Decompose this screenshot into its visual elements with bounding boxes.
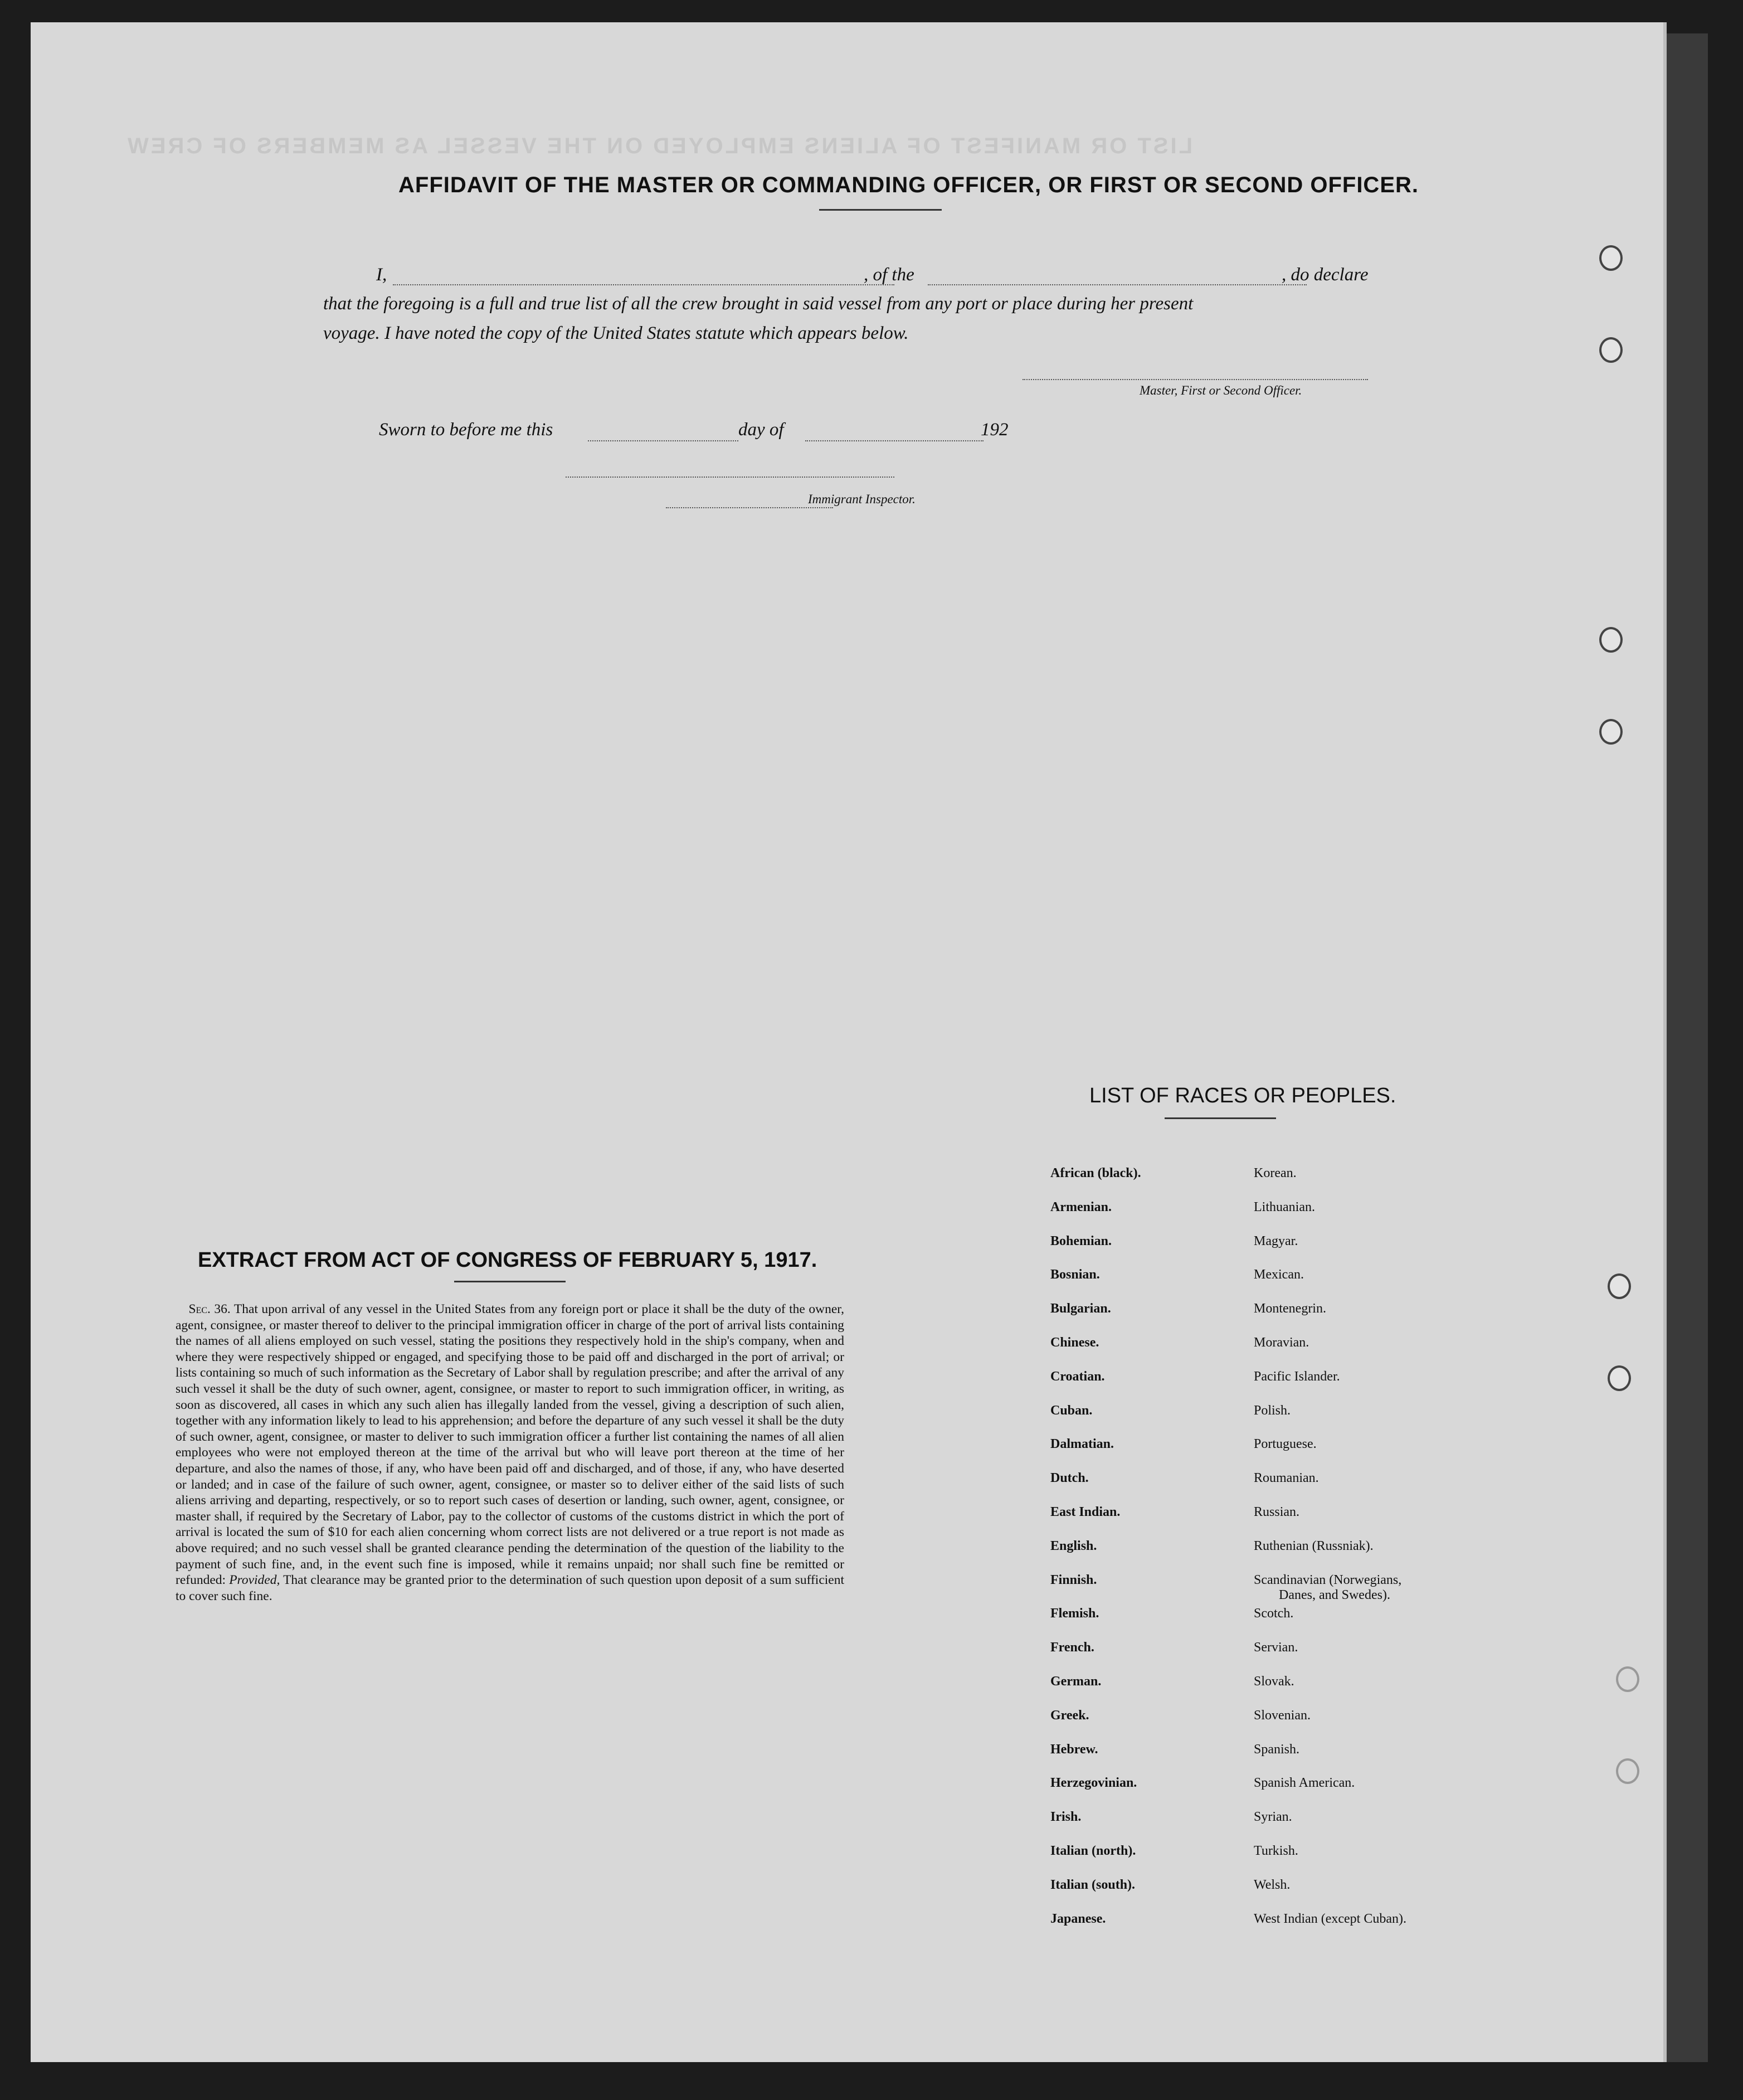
races-heading-underline [1165,1117,1276,1119]
race-item: Scandinavian (Norwegians, [1254,1572,1402,1587]
sec-label: Sec. 36. [188,1302,231,1316]
punch-hole [1608,1273,1631,1299]
race-item: Croatian. [1050,1369,1105,1384]
race-item: Armenian. [1050,1199,1112,1214]
race-item: Portuguese. [1254,1437,1317,1452]
race-item: Russian. [1254,1505,1300,1519]
race-item: Dutch. [1050,1471,1089,1486]
race-item: Slovak. [1254,1674,1294,1689]
race-item: Mexican. [1254,1267,1304,1282]
extract-body [176,1301,844,1604]
inspector-signature-field[interactable] [566,477,894,478]
race-item: Herzegovinian. [1050,1776,1137,1791]
punch-hole [1599,719,1623,745]
extract-heading: EXTRACT FROM ACT OF CONGRESS OF FEBRUARY 5, 1917. [198,1248,817,1272]
race-item: Montenegrin. [1254,1301,1326,1316]
sworn-month-field[interactable] [805,440,984,441]
race-item: Korean. [1254,1166,1297,1180]
inspector-caption: Immigrant Inspector. [808,492,916,506]
document-page [31,22,1663,2062]
race-item: African (black). [1050,1166,1141,1180]
race-item: Ruthenian (Russniak). [1254,1538,1374,1553]
race-item: East Indian. [1050,1505,1121,1519]
officer-signature-field[interactable] [1023,379,1368,380]
race-item: Italian (south). [1050,1877,1136,1892]
race-item: Bulgarian. [1050,1301,1111,1316]
race-item: Bosnian. [1050,1267,1100,1282]
affidavit-i-label: I, [376,265,387,285]
affidavit-line-2: that the foregoing is a full and true list of all the crew brought in said vessel from any port or place during her present [323,294,1194,314]
race-item: Greek. [1050,1708,1089,1723]
race-item: Pacific Islander. [1254,1369,1340,1384]
affidavit-line-3: voyage. I have noted the copy of the United States statute which appears below. [323,323,909,343]
punch-hole [1616,1758,1639,1784]
race-item: Spanish. [1254,1742,1300,1757]
race-item: Italian (north). [1050,1844,1136,1858]
race-item: Scotch. [1254,1606,1294,1621]
race-item: English. [1050,1538,1097,1553]
race-item: Polish. [1254,1403,1291,1418]
race-item: Turkish. [1254,1844,1298,1858]
race-item: German. [1050,1674,1102,1689]
punch-hole [1599,627,1623,653]
race-item: Danes, and Swedes). [1279,1587,1390,1602]
year-label: 192 [981,420,1009,440]
race-item: Roumanian. [1254,1471,1319,1486]
punch-hole [1599,245,1623,271]
provided-label: Provided, [229,1573,280,1588]
signature-caption: Master, First or Second Officer. [1140,383,1302,397]
race-item: Servian. [1254,1640,1298,1655]
race-item: Spanish American. [1254,1776,1355,1791]
race-item: Dalmatian. [1050,1437,1114,1452]
sworn-label: Sworn to before me this [379,420,553,440]
affidavit-of-the-label: , of the [864,265,914,285]
race-item: Welsh. [1254,1877,1291,1892]
race-item: Syrian. [1254,1810,1292,1825]
race-item: Chinese. [1050,1335,1099,1350]
race-item: Magyar. [1254,1233,1298,1248]
punch-hole [1608,1365,1631,1391]
race-item: Finnish. [1050,1572,1097,1587]
race-item: Hebrew. [1050,1742,1098,1757]
affidavit-do-declare: , do declare [1282,265,1369,285]
punch-hole [1599,337,1623,363]
races-heading: LIST OF RACES OR PEOPLES. [1089,1084,1396,1107]
sworn-day-field[interactable] [588,440,738,441]
race-item: Lithuanian. [1254,1199,1315,1214]
back-sheet-edge [1663,33,1708,2062]
race-item: Cuban. [1050,1403,1093,1418]
race-item: Slovenian. [1254,1708,1311,1723]
bleed-through-text: LIST OR MANIFEST OF ALIENS EMPLOYED ON THE VESSEL AS MEMBERS OF CREW [125,134,1193,158]
race-item: West Indian (except Cuban). [1254,1911,1406,1926]
race-item: Moravian. [1254,1335,1309,1350]
race-item: French. [1050,1640,1094,1655]
race-item: Japanese. [1050,1911,1106,1926]
master-name-field[interactable] [393,284,894,285]
race-item: Flemish. [1050,1606,1099,1621]
extract-text-end: That clearance may be granted prior to the determination of such question upon deposit of a sum sufficient to cover such fine. [176,1573,845,1603]
race-item: Irish. [1050,1810,1082,1825]
extract-heading-underline [454,1281,566,1282]
day-of-label: day of [738,420,784,440]
race-item: Bohemian. [1050,1233,1112,1248]
vessel-name-field[interactable] [928,284,1307,285]
punch-hole [1616,1666,1639,1692]
extract-text: That upon arrival of any vessel in the United States from any foreign port or place it shall be the duty of the owner, agent, consignee, or master thereof to deliver to the principal immigration officer in charge of the port of arrival lists containing the names of all aliens employed on such vessel, stating the positions they respectively hold in the ship's company, when and where they were respectively shipped or engaged, and specifying those to be paid off and discharged in the port of arrival; or lists containing so much of such information as the Secretary of Labor shall by regulation prescribe; and after the arrival of any such vessel it shall be the duty of such owner, agent, consignee, or master to report to such immigration officer, in writing, as soon as discovered, all cases in which any such alien has illegally landed from the vessel, giving a description of such alien, together with any information likely to lead to his apprehension; and before the departure of any such vessel it shall be the duty of such owner, agent, consignee, or master to deliver to such immigration officer a further list containing the names of all alien employees who were not employed thereon at the time of the arrival but who will leave port thereon at the time of her departure, and also the names of those, if any, who have been paid off and discharged, and of those, if any, who have deserted or landed; and in case of the failure of such owner, agent, consignee, or master so to deliver either of the said lists of such aliens arriving and departing, respectively, or so to report such cases of desertion or landing, such owner, agent, consignee, or master shall, if required by the Secretary of Labor, pay to the collector of customs of the customs district in which the port of arrival is located the sum of $10 for each alien concerning whom correct lists are not delivered or a true report is not made as above required; and no such vessel shall be granted clearance pending the determination of the question of the liability to the payment of such fine, and, in the event such fine is imposed, while it remains unpaid; nor shall such fine be remitted or refunded: [176,1302,845,1588]
affidavit-heading-underline [819,209,942,211]
inspector-name-field[interactable] [666,507,833,508]
affidavit-heading: AFFIDAVIT OF THE MASTER OR COMMANDING OFFICER, OR FIRST OR SECOND OFFICER. [398,173,1419,197]
